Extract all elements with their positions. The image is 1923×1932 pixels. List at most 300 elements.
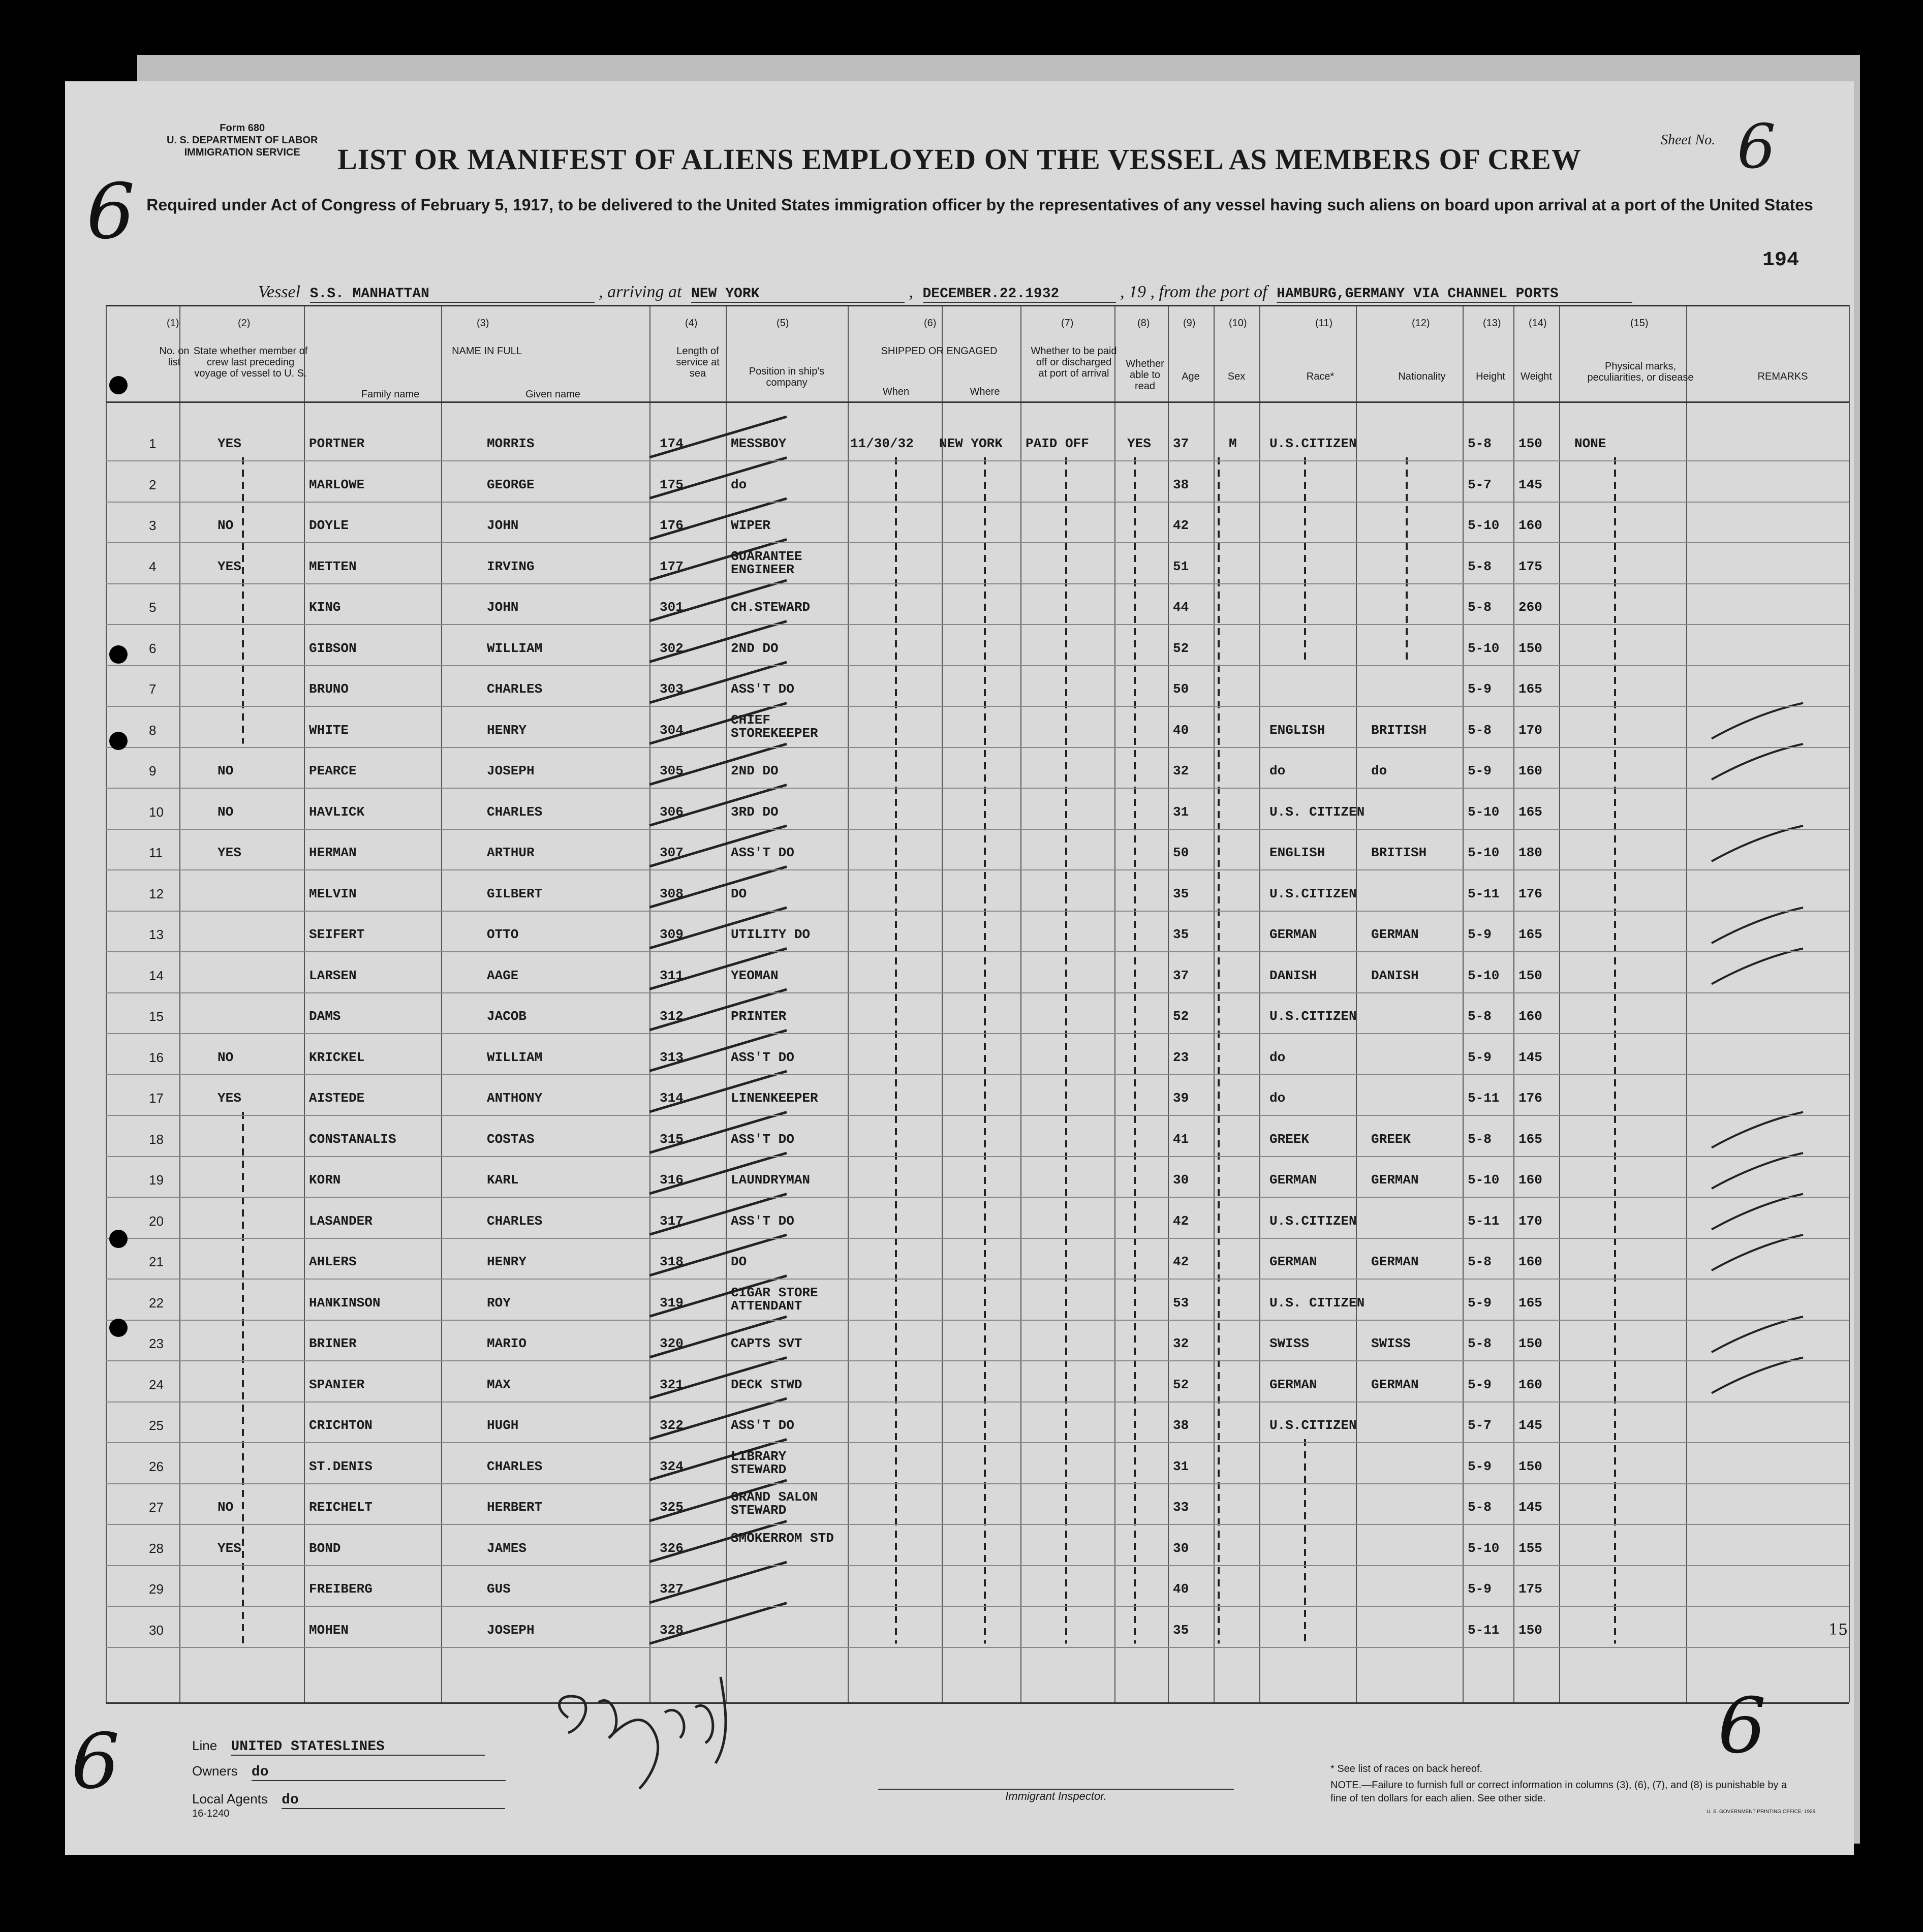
row-divider [106, 951, 1849, 952]
given-name: JACOB [487, 1009, 527, 1024]
position: ASS'T DO [731, 845, 794, 860]
height: 5-8 [1468, 436, 1492, 451]
row-number: 7 [149, 681, 157, 697]
height: 5-9 [1468, 1458, 1492, 1474]
service-length: 316 [660, 1172, 684, 1188]
header-col2-num: (2) [238, 318, 251, 329]
height: 5-10 [1468, 968, 1500, 983]
row-divider [106, 829, 1849, 830]
race: do [1269, 1090, 1286, 1106]
remarks-note: 15 [1828, 1621, 1848, 1639]
weight: 165 [1518, 804, 1542, 820]
service-length: 326 [660, 1540, 684, 1556]
family-name: FREIBERG [309, 1581, 373, 1597]
remarks-check-mark [1712, 949, 1803, 984]
weight: 160 [1518, 1009, 1542, 1024]
given-name: JOSEPH [487, 1622, 535, 1638]
nationality: DANISH [1371, 968, 1419, 983]
race: U.S. CITIZEN [1269, 804, 1365, 820]
position: ASS'T DO [731, 1131, 794, 1147]
service-length: 315 [660, 1131, 684, 1147]
row-number: 27 [149, 1500, 164, 1515]
header-col15-num: (15) [1630, 318, 1649, 329]
height: 5-10 [1468, 845, 1500, 860]
nationality: GERMAN [1371, 927, 1419, 942]
race: GERMAN [1269, 1172, 1317, 1188]
given-name: JAMES [487, 1540, 527, 1556]
given-name: JOSEPH [487, 763, 535, 778]
remarks-check-mark [1712, 1112, 1803, 1148]
prev-voyage: NO [218, 763, 234, 778]
position: UTILITY DO [731, 927, 811, 942]
service-length: 327 [660, 1581, 684, 1597]
prev-voyage: NO [218, 804, 234, 820]
race: SWISS [1269, 1336, 1310, 1351]
row-number: 20 [149, 1213, 164, 1229]
height: 5-9 [1468, 1295, 1492, 1311]
service-length: 308 [660, 886, 684, 901]
row-divider [106, 665, 1849, 666]
line-value: UNITED STATESLINES [231, 1739, 485, 1756]
position: DECK STWD [731, 1377, 802, 1392]
age: 39 [1173, 1090, 1189, 1106]
row-number: 25 [149, 1418, 164, 1433]
family-name: SPANIER [309, 1377, 365, 1392]
row-divider [106, 1238, 1849, 1239]
row-number: 5 [149, 600, 157, 615]
family-name: MOHEN [309, 1622, 349, 1638]
weight: 165 [1518, 1131, 1542, 1147]
vessel-label: Vessel [258, 283, 301, 301]
weight: 160 [1518, 1172, 1542, 1188]
nationality: GREEK [1371, 1131, 1411, 1147]
owners-value: do [252, 1764, 506, 1781]
position: ASS'T DO [731, 1418, 794, 1433]
family-name: LARSEN [309, 968, 357, 983]
service-length: 312 [660, 1009, 684, 1024]
service-length: 319 [660, 1295, 684, 1311]
header-col5-num: (5) [777, 318, 789, 329]
given-name: CHARLES [487, 681, 543, 697]
service-length: 307 [660, 845, 684, 860]
race: do [1269, 1049, 1286, 1065]
agents-field [192, 1791, 505, 1809]
position: GRAND SALON STEWARD [731, 1489, 818, 1518]
vessel-name: S.S. MANHATTAN [310, 286, 595, 303]
race: DANISH [1269, 968, 1317, 983]
race: GERMAN [1269, 1254, 1317, 1269]
given-name: AAGE [487, 968, 519, 983]
header-sex: Sex [1227, 371, 1246, 382]
header-nationality: Nationality [1398, 371, 1446, 382]
weight: 145 [1518, 1049, 1542, 1065]
header-col14-num: (14) [1529, 318, 1547, 329]
sheet-number-label: Sheet No. [1661, 132, 1716, 148]
given-name: WILLIAM [487, 1049, 543, 1065]
given-name: GEORGE [487, 477, 535, 492]
height: 5-10 [1468, 1540, 1500, 1556]
weight: 150 [1518, 640, 1542, 656]
family-name: MARLOWE [309, 477, 365, 492]
header-age: Age [1182, 371, 1200, 382]
position: 2ND DO [731, 763, 779, 778]
weight: 160 [1518, 1254, 1542, 1269]
given-name: CHARLES [487, 1458, 543, 1474]
service-length: 177 [660, 558, 684, 574]
header-col5: Position in ship's company [749, 366, 825, 388]
row-number: 10 [149, 804, 164, 820]
row-number: 1 [149, 436, 157, 451]
header-col7: Whether to be paid off or discharged at port of arrival [1031, 346, 1117, 379]
given-name: HENRY [487, 722, 527, 738]
service-length: 321 [660, 1377, 684, 1392]
row-number: 24 [149, 1377, 164, 1392]
service-length: 328 [660, 1622, 684, 1638]
manifest-sheet [65, 81, 1854, 1855]
weight: 160 [1518, 763, 1542, 778]
family-name: ST.DENIS [309, 1458, 373, 1474]
owners-label: Owners [192, 1763, 238, 1779]
weight: 175 [1518, 558, 1542, 574]
height: 5-8 [1468, 558, 1492, 574]
row-number: 28 [149, 1540, 164, 1556]
height: 5-9 [1468, 681, 1492, 697]
row-number: 2 [149, 477, 157, 492]
height: 5-8 [1468, 722, 1492, 738]
prev-voyage: YES [218, 1540, 241, 1556]
penalty-note: NOTE.—Failure to furnish full or correct information in columns (3), (6), (7), and (8) is punishable by a fine of ten dollars for each alien. See other side. [1330, 1780, 1787, 1804]
row-number: 23 [149, 1336, 164, 1351]
weight: 150 [1518, 1622, 1542, 1638]
age: 30 [1173, 1172, 1189, 1188]
remarks-check-mark [1712, 826, 1803, 861]
height: 5-11 [1468, 1090, 1500, 1106]
header-col3: NAME IN FULL [452, 346, 522, 357]
service-length: 303 [660, 681, 684, 697]
row-divider [106, 1442, 1849, 1443]
height: 5-7 [1468, 477, 1492, 492]
age: 53 [1173, 1295, 1189, 1311]
header-col7-num: (7) [1061, 318, 1074, 329]
header-col2: State whether member of crew last preceding voyage of vessel to U. S. [193, 346, 308, 379]
position: ASS'T DO [731, 1213, 794, 1229]
family-name: REICHELT [309, 1500, 373, 1515]
position: 3RD DO [731, 804, 779, 820]
height: 5-10 [1468, 640, 1500, 656]
prev-voyage: NO [218, 1049, 234, 1065]
age: 40 [1173, 722, 1189, 738]
row-divider [106, 502, 1849, 503]
height: 5-8 [1468, 1500, 1492, 1515]
weight: 150 [1518, 1458, 1542, 1474]
position: GUARANTEE ENGINEER [731, 548, 802, 577]
remarks-check-mark [1712, 1194, 1803, 1230]
given-name: OTTO [487, 927, 519, 942]
agents-value: do [282, 1792, 505, 1809]
remarks-check-mark [1712, 1153, 1803, 1189]
height: 5-11 [1468, 1213, 1500, 1229]
position: CHIEF STOREKEEPER [731, 712, 818, 741]
row-divider [106, 1401, 1849, 1403]
form-reference: 16-1240 [192, 1808, 230, 1819]
arrival-date: DECEMBER.22.1932 [923, 286, 1116, 303]
shipped-where: NEW YORK [939, 436, 1003, 451]
header-family-name: Family name [361, 389, 420, 400]
height: 5-10 [1468, 804, 1500, 820]
nationality: BRITISH [1371, 845, 1427, 860]
position: DO [731, 886, 747, 901]
service-length: 314 [660, 1090, 684, 1106]
age: 33 [1173, 1500, 1189, 1515]
arriving-label: , arriving at [599, 283, 682, 301]
family-name: AHLERS [309, 1254, 357, 1269]
position: CAPTS SVT [731, 1336, 802, 1351]
race: U.S.CITIZEN [1269, 1009, 1357, 1024]
line-label: Line [192, 1738, 218, 1753]
position: LINENKEEPER [731, 1090, 818, 1106]
weight: 145 [1518, 1418, 1542, 1433]
family-name: DOYLE [309, 518, 349, 533]
weight: 155 [1518, 1540, 1542, 1556]
line-field [192, 1738, 485, 1756]
owners-field [192, 1763, 506, 1781]
given-name: ARTHUR [487, 845, 535, 860]
row-number: 16 [149, 1049, 164, 1065]
row-number: 29 [149, 1581, 164, 1597]
race: GREEK [1269, 1131, 1310, 1147]
row-divider [106, 1565, 1849, 1566]
page-number: 194 [1762, 249, 1800, 272]
row-number: 9 [149, 763, 157, 778]
margin-number-top-left: 6 [86, 168, 135, 256]
height: 5-11 [1468, 1622, 1500, 1638]
position: ASS'T DO [731, 1049, 794, 1065]
row-divider [106, 583, 1849, 584]
family-name: KRICKEL [309, 1049, 365, 1065]
family-name: LASANDER [309, 1213, 373, 1229]
header-given-name: Given name [525, 389, 580, 400]
from-port-label: , from the port of [1150, 283, 1267, 301]
service-length: 320 [660, 1336, 684, 1351]
family-name: CONSTANALIS [309, 1131, 396, 1147]
header-col8: Whether able to read [1126, 358, 1164, 392]
weight: 150 [1518, 968, 1542, 983]
prev-voyage: YES [218, 436, 241, 451]
row-divider [106, 1320, 1849, 1321]
age: 50 [1173, 681, 1189, 697]
family-name: SEIFERT [309, 927, 365, 942]
row-divider [106, 706, 1849, 707]
able-to-read: YES [1127, 436, 1151, 451]
row-divider [106, 1483, 1849, 1484]
height: 5-9 [1468, 1049, 1492, 1065]
age: 38 [1173, 477, 1189, 492]
service-length: 313 [660, 1049, 684, 1065]
row-divider [106, 869, 1849, 870]
row-divider [106, 747, 1849, 748]
row-number: 6 [149, 640, 157, 656]
service-length: 305 [660, 763, 684, 778]
header-col4-num: (4) [685, 318, 698, 329]
family-name: BRINER [309, 1336, 357, 1351]
service-length: 325 [660, 1500, 684, 1515]
punch-hole [109, 376, 128, 394]
nationality: GERMAN [1371, 1254, 1419, 1269]
prev-voyage: YES [218, 845, 241, 860]
race: U.S.CITIZEN [1269, 1418, 1357, 1433]
row-number: 8 [149, 722, 157, 738]
age: 52 [1173, 640, 1189, 656]
race: GERMAN [1269, 927, 1317, 942]
given-name: IRVING [487, 558, 535, 574]
weight: 150 [1518, 436, 1542, 451]
family-name: HAVLICK [309, 804, 365, 820]
age: 32 [1173, 763, 1189, 778]
age: 51 [1173, 558, 1189, 574]
age: 42 [1173, 1213, 1189, 1229]
family-name: MELVIN [309, 886, 357, 901]
age: 23 [1173, 1049, 1189, 1065]
race: U.S.CITIZEN [1269, 436, 1357, 451]
height: 5-8 [1468, 1254, 1492, 1269]
shipped-when: 11/30/32 [850, 436, 914, 451]
header-when: When [882, 386, 910, 397]
given-name: HUGH [487, 1418, 519, 1433]
header-col4: Length of service at sea [676, 346, 720, 379]
given-name: JOHN [487, 518, 519, 533]
row-divider [106, 992, 1849, 993]
position: LAUNDRYMAN [731, 1172, 811, 1188]
given-name: GUS [487, 1581, 511, 1597]
row-divider [106, 1197, 1849, 1198]
row-number: 13 [149, 927, 164, 942]
remarks-check-mark [1712, 1235, 1803, 1270]
header-remarks: REMARKS [1757, 371, 1808, 382]
height: 5-8 [1468, 1131, 1492, 1147]
race: U.S.CITIZEN [1269, 886, 1357, 901]
race: GERMAN [1269, 1377, 1317, 1392]
header-col11-num: (11) [1315, 318, 1333, 329]
weight: 175 [1518, 1581, 1542, 1597]
service-length: 301 [660, 600, 684, 615]
row-divider [106, 542, 1849, 543]
family-name: METTEN [309, 558, 357, 574]
position: ASS'T DO [731, 681, 794, 697]
punch-hole [109, 1230, 128, 1248]
form-number: Form 680 [220, 122, 265, 134]
weight: 165 [1518, 681, 1542, 697]
height: 5-10 [1468, 518, 1500, 533]
weight: 145 [1518, 1500, 1542, 1515]
given-name: JOHN [487, 600, 519, 615]
header-col13-num: (13) [1483, 318, 1501, 329]
family-name: PEARCE [309, 763, 357, 778]
service-length: 311 [660, 968, 684, 983]
header-weight: Weight [1521, 371, 1552, 382]
nationality: BRITISH [1371, 722, 1427, 738]
weight: 260 [1518, 600, 1542, 615]
given-name: WILLIAM [487, 640, 543, 656]
age: 42 [1173, 518, 1189, 533]
inspector-label: Immigrant Inspector. [878, 1789, 1234, 1803]
race: ENGLISH [1269, 845, 1325, 860]
height: 5-9 [1468, 763, 1492, 778]
races-note: * See list of races on back hereof. [1330, 1763, 1483, 1774]
header-col10-num: (10) [1229, 318, 1247, 329]
row-divider [106, 1074, 1849, 1075]
weight: 160 [1518, 518, 1542, 533]
position: 2ND DO [731, 640, 779, 656]
service-length: 324 [660, 1458, 684, 1474]
row-number: 21 [149, 1254, 164, 1269]
row-divider [106, 460, 1849, 461]
family-name: BRUNO [309, 681, 349, 697]
race: ENGLISH [1269, 722, 1325, 738]
form-department: U. S. DEPARTMENT OF LABOR [167, 135, 318, 146]
given-name: MORRIS [487, 436, 535, 451]
page-title: LIST OR MANIFEST OF ALIENS EMPLOYED ON THE VESSEL AS MEMBERS OF CREW [337, 143, 1581, 176]
family-name: HERMAN [309, 845, 357, 860]
family-name: WHITE [309, 722, 349, 738]
row-number: 26 [149, 1458, 164, 1474]
position: CIGAR STORE ATTENDANT [731, 1285, 818, 1314]
service-length: 304 [660, 722, 684, 738]
weight: 160 [1518, 1377, 1542, 1392]
header-height: Height [1476, 371, 1505, 382]
remarks-check-mark [1712, 1358, 1803, 1393]
height: 5-10 [1468, 1172, 1500, 1188]
row-number: 15 [149, 1009, 164, 1024]
weight: 150 [1518, 1336, 1542, 1351]
service-length: 309 [660, 927, 684, 942]
service-length: 322 [660, 1418, 684, 1433]
row-number: 18 [149, 1131, 164, 1147]
position: LIBRARY STEWARD [731, 1448, 787, 1477]
remarks-check-mark [1712, 744, 1803, 780]
given-name: HENRY [487, 1254, 527, 1269]
height: 5-8 [1468, 1009, 1492, 1024]
family-name: GIBSON [309, 640, 357, 656]
service-length: 318 [660, 1254, 684, 1269]
row-number: 19 [149, 1172, 164, 1188]
family-name: KORN [309, 1172, 341, 1188]
given-name: CHARLES [487, 804, 543, 820]
position: PRINTER [731, 1009, 787, 1024]
row-number: 17 [149, 1090, 164, 1106]
age: 31 [1173, 1458, 1189, 1474]
header-col12-num: (12) [1412, 318, 1430, 329]
row-number: 12 [149, 886, 164, 901]
header-race: Race* [1306, 371, 1335, 382]
prev-voyage: YES [218, 558, 241, 574]
service-length: 306 [660, 804, 684, 820]
header-col9-num: (9) [1183, 318, 1196, 329]
header-col6-num: (6) [924, 318, 937, 329]
prev-voyage: NO [218, 1500, 234, 1515]
row-divider [106, 911, 1849, 912]
from-port: HAMBURG,GERMANY VIA CHANNEL PORTS [1277, 286, 1632, 303]
weight: 165 [1518, 927, 1542, 942]
nationality: SWISS [1371, 1336, 1411, 1351]
position: CH.STEWARD [731, 600, 811, 615]
header-col1: No. on list [159, 346, 190, 368]
height: 5-8 [1468, 600, 1492, 615]
race: do [1269, 763, 1286, 778]
row-number: 4 [149, 558, 157, 574]
age: 30 [1173, 1540, 1189, 1556]
height: 5-7 [1468, 1418, 1492, 1433]
row-divider [106, 1647, 1849, 1648]
